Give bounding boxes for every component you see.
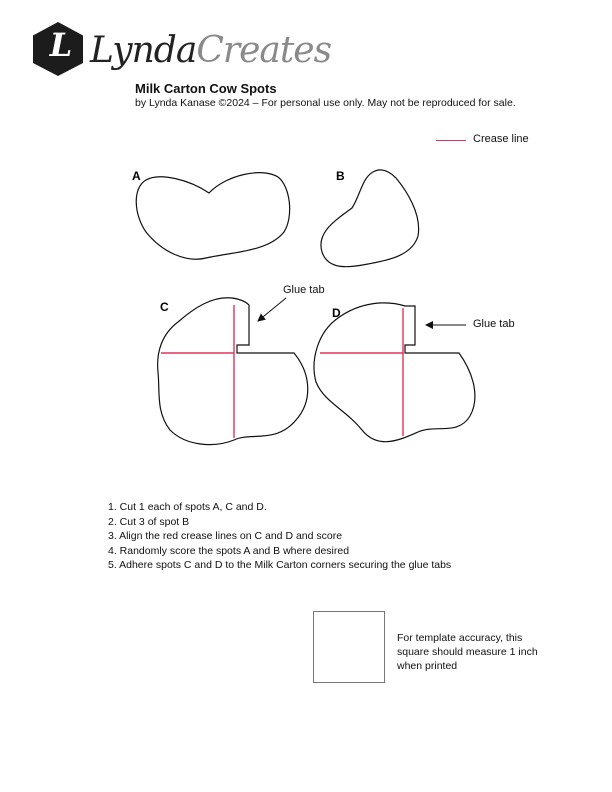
instructions-list	[108, 500, 451, 573]
accuracy-note: For template accuracy, this square should measure 1 inch when printed	[397, 632, 538, 672]
crease-legend-label: Crease line	[473, 133, 529, 145]
spot-c-outline	[158, 298, 308, 445]
spot-a-outline	[136, 173, 289, 260]
spot-a-label: A	[132, 169, 141, 183]
spot-d-label: D	[332, 306, 341, 320]
instruction-item: 4. Randomly score the spots A and B where desired	[108, 544, 350, 557]
spot-b-label: B	[336, 169, 345, 183]
logo-letter: L	[49, 26, 73, 64]
spot-c-label: C	[160, 300, 169, 314]
glue-tab-c-arrow	[258, 298, 286, 321]
wordmark-lynda: Lynda	[90, 30, 197, 71]
wordmark-creates: Creates	[196, 30, 332, 71]
instruction-item: 3. Align the red crease lines on C and D and score	[108, 530, 343, 542]
spot-b-outline	[321, 170, 419, 267]
instruction-item: 5. Adhere spots C and D to the Milk Carton corners securing the glue tabs	[108, 559, 452, 571]
spot-d-outline	[314, 303, 475, 442]
instruction-item: 1. Cut 1 each of spots A, C and D.	[108, 501, 267, 513]
accuracy-square	[313, 611, 385, 683]
glue-tab-c-label: Glue tab	[283, 284, 325, 296]
glue-tab-d-label: Glue tab	[473, 318, 515, 330]
byline: by Lynda Kanase ©2024 – For personal use only. May not be reproduced for sale.	[135, 97, 516, 109]
page-title: Milk Carton Cow Spots	[135, 81, 277, 96]
instruction-item: 2. Cut 3 of spot B	[108, 515, 190, 528]
